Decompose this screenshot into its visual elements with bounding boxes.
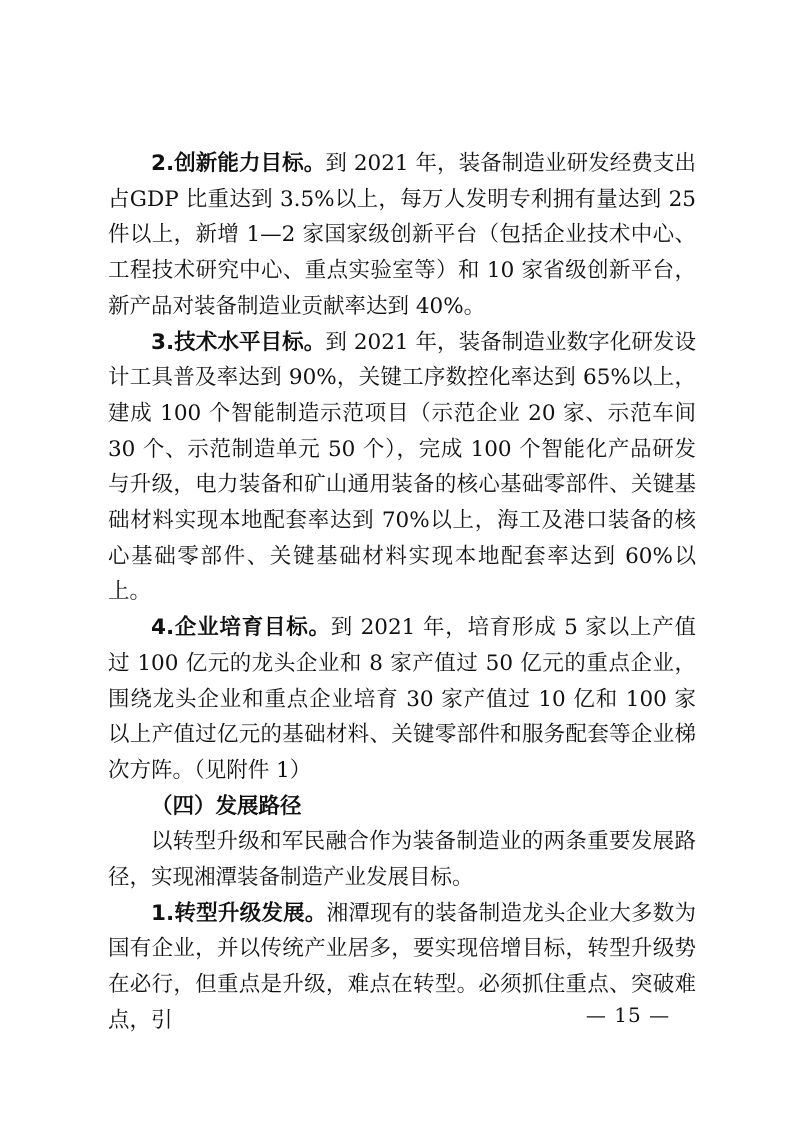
paragraph-lead: 2.创新能力目标。	[151, 151, 326, 176]
paragraph-lead: 1.转型升级发展。	[151, 900, 327, 926]
paragraph-text: 湘潭现有的装备制造龙头企业大多数为国有企业，并以传统产业居多，要实现倍增目标，转型升级势在必行，但重点是升级，难点在转型。必须抓住重点、突破难点，引	[108, 900, 696, 1033]
paragraph-technology-target	[108, 325, 696, 611]
paragraph-lead: 4.企业培育目标。	[151, 615, 331, 641]
paragraph-innovation-target	[108, 146, 696, 325]
paragraph-text: 到 2021 年，装备制造业研发经费支出占GDP 比重达到 3.5%以上，每万人发明专利拥有量达到 25 件以上，新增 1—2 家国家级创新平台（包括企业技术中心、工程技术研究中心、重点实验室等）和 10 家省级创新平台，新产品对装备制造业贡献率达到 40%。	[108, 151, 696, 319]
paragraph-text: 到 2021 年，装备制造业数字化研发设计工具普及率达到 90%，关键工序数控化率达到 65%以上，建成 100 个智能制造示范项目（示范企业 20 家、示范车间 30 个、示范制造单元 50 个），完成 100 个智能化产品研发与升级，电力装备和矿山通用装备的核心基础零部件、关键基础材料实现本地配套率达到 70%以上，海工及港口装备的核心基础零部件、关键基础材料实现本地配套率达到 60%以上。	[108, 329, 696, 605]
section-heading: （四）发展路径	[151, 793, 302, 819]
paragraph-section-intro: 以转型升级和军民融合作为装备制造业的两条重要发展路径，实现湘潭装备制造产业发展目标。	[108, 829, 696, 891]
paragraph-lead: 3.技术水平目标。	[151, 329, 326, 355]
paragraph-enterprise-target	[108, 610, 696, 789]
page-number: — 15 —	[585, 1003, 671, 1027]
document-body	[108, 146, 696, 1039]
paragraph-text: 到 2021 年，培育形成 5 家以上产值过 100 亿元的龙头企业和 8 家产值过 50 亿元的重点企业，围绕龙头企业和重点企业培育 30 家产值过 10 亿和 100 家以上产值过亿元的基础材料、关键零部件和服务配套等企业梯次方阵。（见附件 1）	[108, 615, 696, 783]
